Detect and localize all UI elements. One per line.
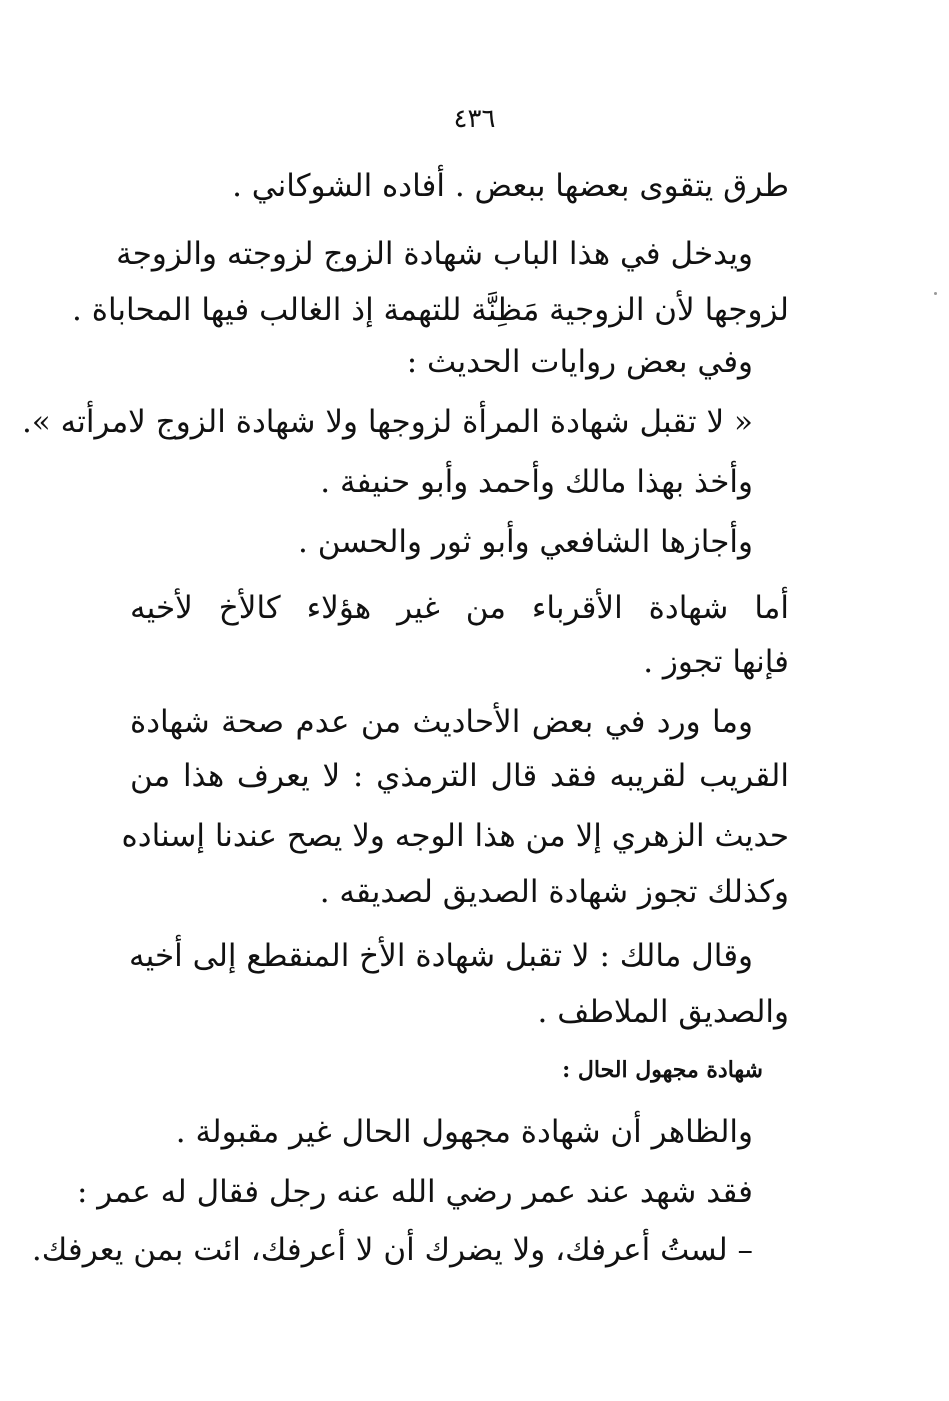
text-line: فإنها تجوز . [643,644,789,680]
text-line: طرق يتقوى بعضها ببعض . أفاده الشوكاني . [232,168,789,204]
text-line: والظاهر أن شهادة مجهول الحال غير مقبولة . [175,1114,753,1150]
text-line: وفي بعض روايات الحديث : [406,344,753,380]
text-line: أما شهادة الأقرباء من غير هؤلاء كالأخ لأخيه [130,590,789,626]
text-line: « لا تقبل شهادة المرأة لزوجها ولا شهادة الزوج لامرأته ». [21,404,753,440]
text-line: القريب لقريبه فقد قال الترمذي : لا يعرف هذا من [130,758,789,794]
text-line: والصديق الملاطف . [537,994,789,1030]
text-line: وقال مالك : لا تقبل شهادة الأخ المنقطع إلى أخيه [129,938,753,974]
text-line: وما ورد في بعض الأحاديث من عدم صحة شهادة [130,704,753,740]
section-heading: شهادة مجهول الحال : [562,1057,763,1083]
page-number: ٤٣٦ [453,104,496,134]
text-line: وأخذ بهذا مالك وأحمد وأبو حنيفة . [320,464,753,500]
text-line: وأجازها الشافعي وأبو ثور والحسن . [298,524,753,560]
text-line: وكذلك تجوز شهادة الصديق لصديقه . [319,874,789,910]
text-line: حديث الزهري إلا من هذا الوجه ولا يصح عندنا إسناده [121,818,789,854]
text-line: فقد شهد عند عمر رضي الله عنه رجل فقال له عمر : [76,1174,753,1210]
text-line: ويدخل في هذا الباب شهادة الزوج لزوجته والزوجة [116,236,753,272]
text-line: لزوجها لأن الزوجية مَظِنَّة للتهمة إذ الغالب فيها المحاباة . [72,292,789,328]
margin-speck [934,292,937,295]
text-line: – لستُ أعرفك، ولا يضرك أن لا أعرفك، ائت بمن يعرفك. [31,1232,753,1268]
